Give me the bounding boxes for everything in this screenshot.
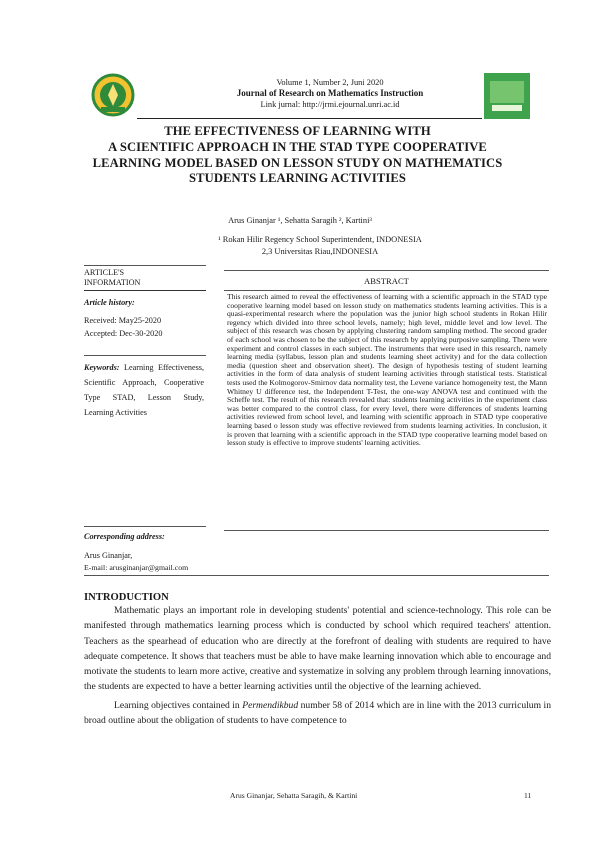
introduction-body xyxy=(84,603,551,728)
corresponding-name: Arus Ginanjar, xyxy=(84,551,133,560)
abstract-text: This research aimed to reveal the effectiveness of learning with a scientific approach in the STAD type cooperative learning model based on lesson study on mathematics students learning activities. This is a quasi-experimental research where the population was the junior high school students in Rokan Hilir regency which divided into three school levels, namely; high level, middle level and low level. The subject of this research was chosen by applying clustering random sampling method. The second grader of each school was chosen to be the subject of this research by applying purposive sampling. There were experiment and control classes in each subject. The instruments that were used in this research, namely learning media (syllabus, lesson plan and students learning sheet activity) and for the data collection media (question sheet and observation sheet). The design of hypothesis testing of student learning activities in the form of data analysis of student learning activities through statistical tests. Statistical tests used the Kolmogorov-Smirnov data normality test, the Levene variance homogeneity test, the Mann Whitney U difference test, the Independent T-Test, the one-way ANOVA test and continued with the Scheffe test. The result of this research revealed that: students learning activities in the experiment class was better compared to the control class, for every level, there were differences of students learning activities reviewed from school level, and learning with scientific approach in STAD type cooperative learning based o lesson study was effective reviewed from students learning activities. In conclusion, it is proven that learning with a scientific approach in the STAD type cooperative learning model based on lesson study is effective to improve students' learning activities. xyxy=(227,292,547,448)
abstract-heading: ABSTRACT xyxy=(364,276,409,286)
journal-logo xyxy=(484,73,530,119)
abstract-heading-rule xyxy=(224,290,549,291)
intro-paragraph-2 xyxy=(84,698,551,729)
corresponding-email[interactable]: E-mail: arusginanjar@gmail.com xyxy=(84,563,189,572)
accepted-date: Accepted: Dec-30-2020 xyxy=(84,329,163,338)
page-number: 11 xyxy=(524,791,532,800)
left-top-rule xyxy=(84,265,206,266)
corresponding-label: Corresponding address: xyxy=(84,532,165,541)
journal-link[interactable]: Link jurnal: http://jrmi.ejournal.unri.ac.id xyxy=(260,100,400,109)
journal-volume: Volume 1, Number 2, Juni 2020 xyxy=(276,78,384,87)
intro-paragraph-1: Mathematic plays an important role in developing students' potential and science-technology. This role can be manifested through mathematics learning process which is conducted by school which required teachers' attention. Teachers as the spearhead of education who are directly at the forefront of dealing with students are required to have adequate competence. It shows that teachers must be able to have make learning innovation which able to encourage and motivate the students to learn more active, creative and systematize in solving any problem through learning innovations, the students are expected to have a better learning activities until the objective of the learning achieved. xyxy=(84,605,551,693)
article-info-heading: ARTICLE'S INFORMATION xyxy=(84,268,141,287)
keywords-block xyxy=(84,360,204,420)
footer-authors: Arus Ginanjar, Sehatta Saragih, & Kartini xyxy=(230,791,358,800)
left-keywords-rule xyxy=(84,355,206,356)
title-line: A SCIENTIFIC APPROACH IN THE STAD TYPE COOPERATIVE xyxy=(108,139,487,154)
affiliation-1: ¹ Rokan Hilir Regency School Superintendent, INDONESIA xyxy=(218,235,422,244)
university-seal-logo xyxy=(91,73,135,117)
journal-name: Journal of Research on Mathematics Instruction xyxy=(236,88,424,98)
intro-p2-pre: Learning objectives contained in xyxy=(114,699,243,711)
intro-p2-post: number 58 of 2014 which are in line with the 2013 curriculum in broad outline about the obligation of students to have competence to xyxy=(84,699,551,727)
left-info-rule xyxy=(84,290,206,291)
affiliation-2: 2,3 Universitas Riau,INDONESIA xyxy=(261,247,379,256)
received-date: Received: May25-2020 xyxy=(84,316,162,325)
intro-p2-italic: Permendikbud xyxy=(242,699,299,711)
left-corresponding-rule xyxy=(84,526,206,527)
title-line: LEARNING MODEL BASED ON LESSON STUDY ON MATHEMATICS xyxy=(92,155,503,170)
title-line: STUDENTS LEARNING ACTIVITIES xyxy=(189,171,406,186)
article-history-label: Article history: xyxy=(84,298,135,307)
abstract-top-rule xyxy=(224,270,549,271)
title-line: THE EFFECTIVENESS OF LEARNING WITH xyxy=(164,124,431,138)
header-rule xyxy=(137,118,482,119)
article-title xyxy=(60,124,535,187)
abstract-bottom-rule xyxy=(224,530,549,531)
keywords-value: Learning Effectiveness, Scientific Approach, Cooperative Type STAD, Lesson Study, Learning Activities xyxy=(84,363,204,417)
section-divider-rule xyxy=(84,575,549,576)
introduction-heading: INTRODUCTION xyxy=(84,592,169,603)
keywords-label: Keywords: xyxy=(84,363,120,372)
authors: Arus Ginanjar ¹, Sehatta Saragih ², Kartini³ xyxy=(228,216,372,225)
